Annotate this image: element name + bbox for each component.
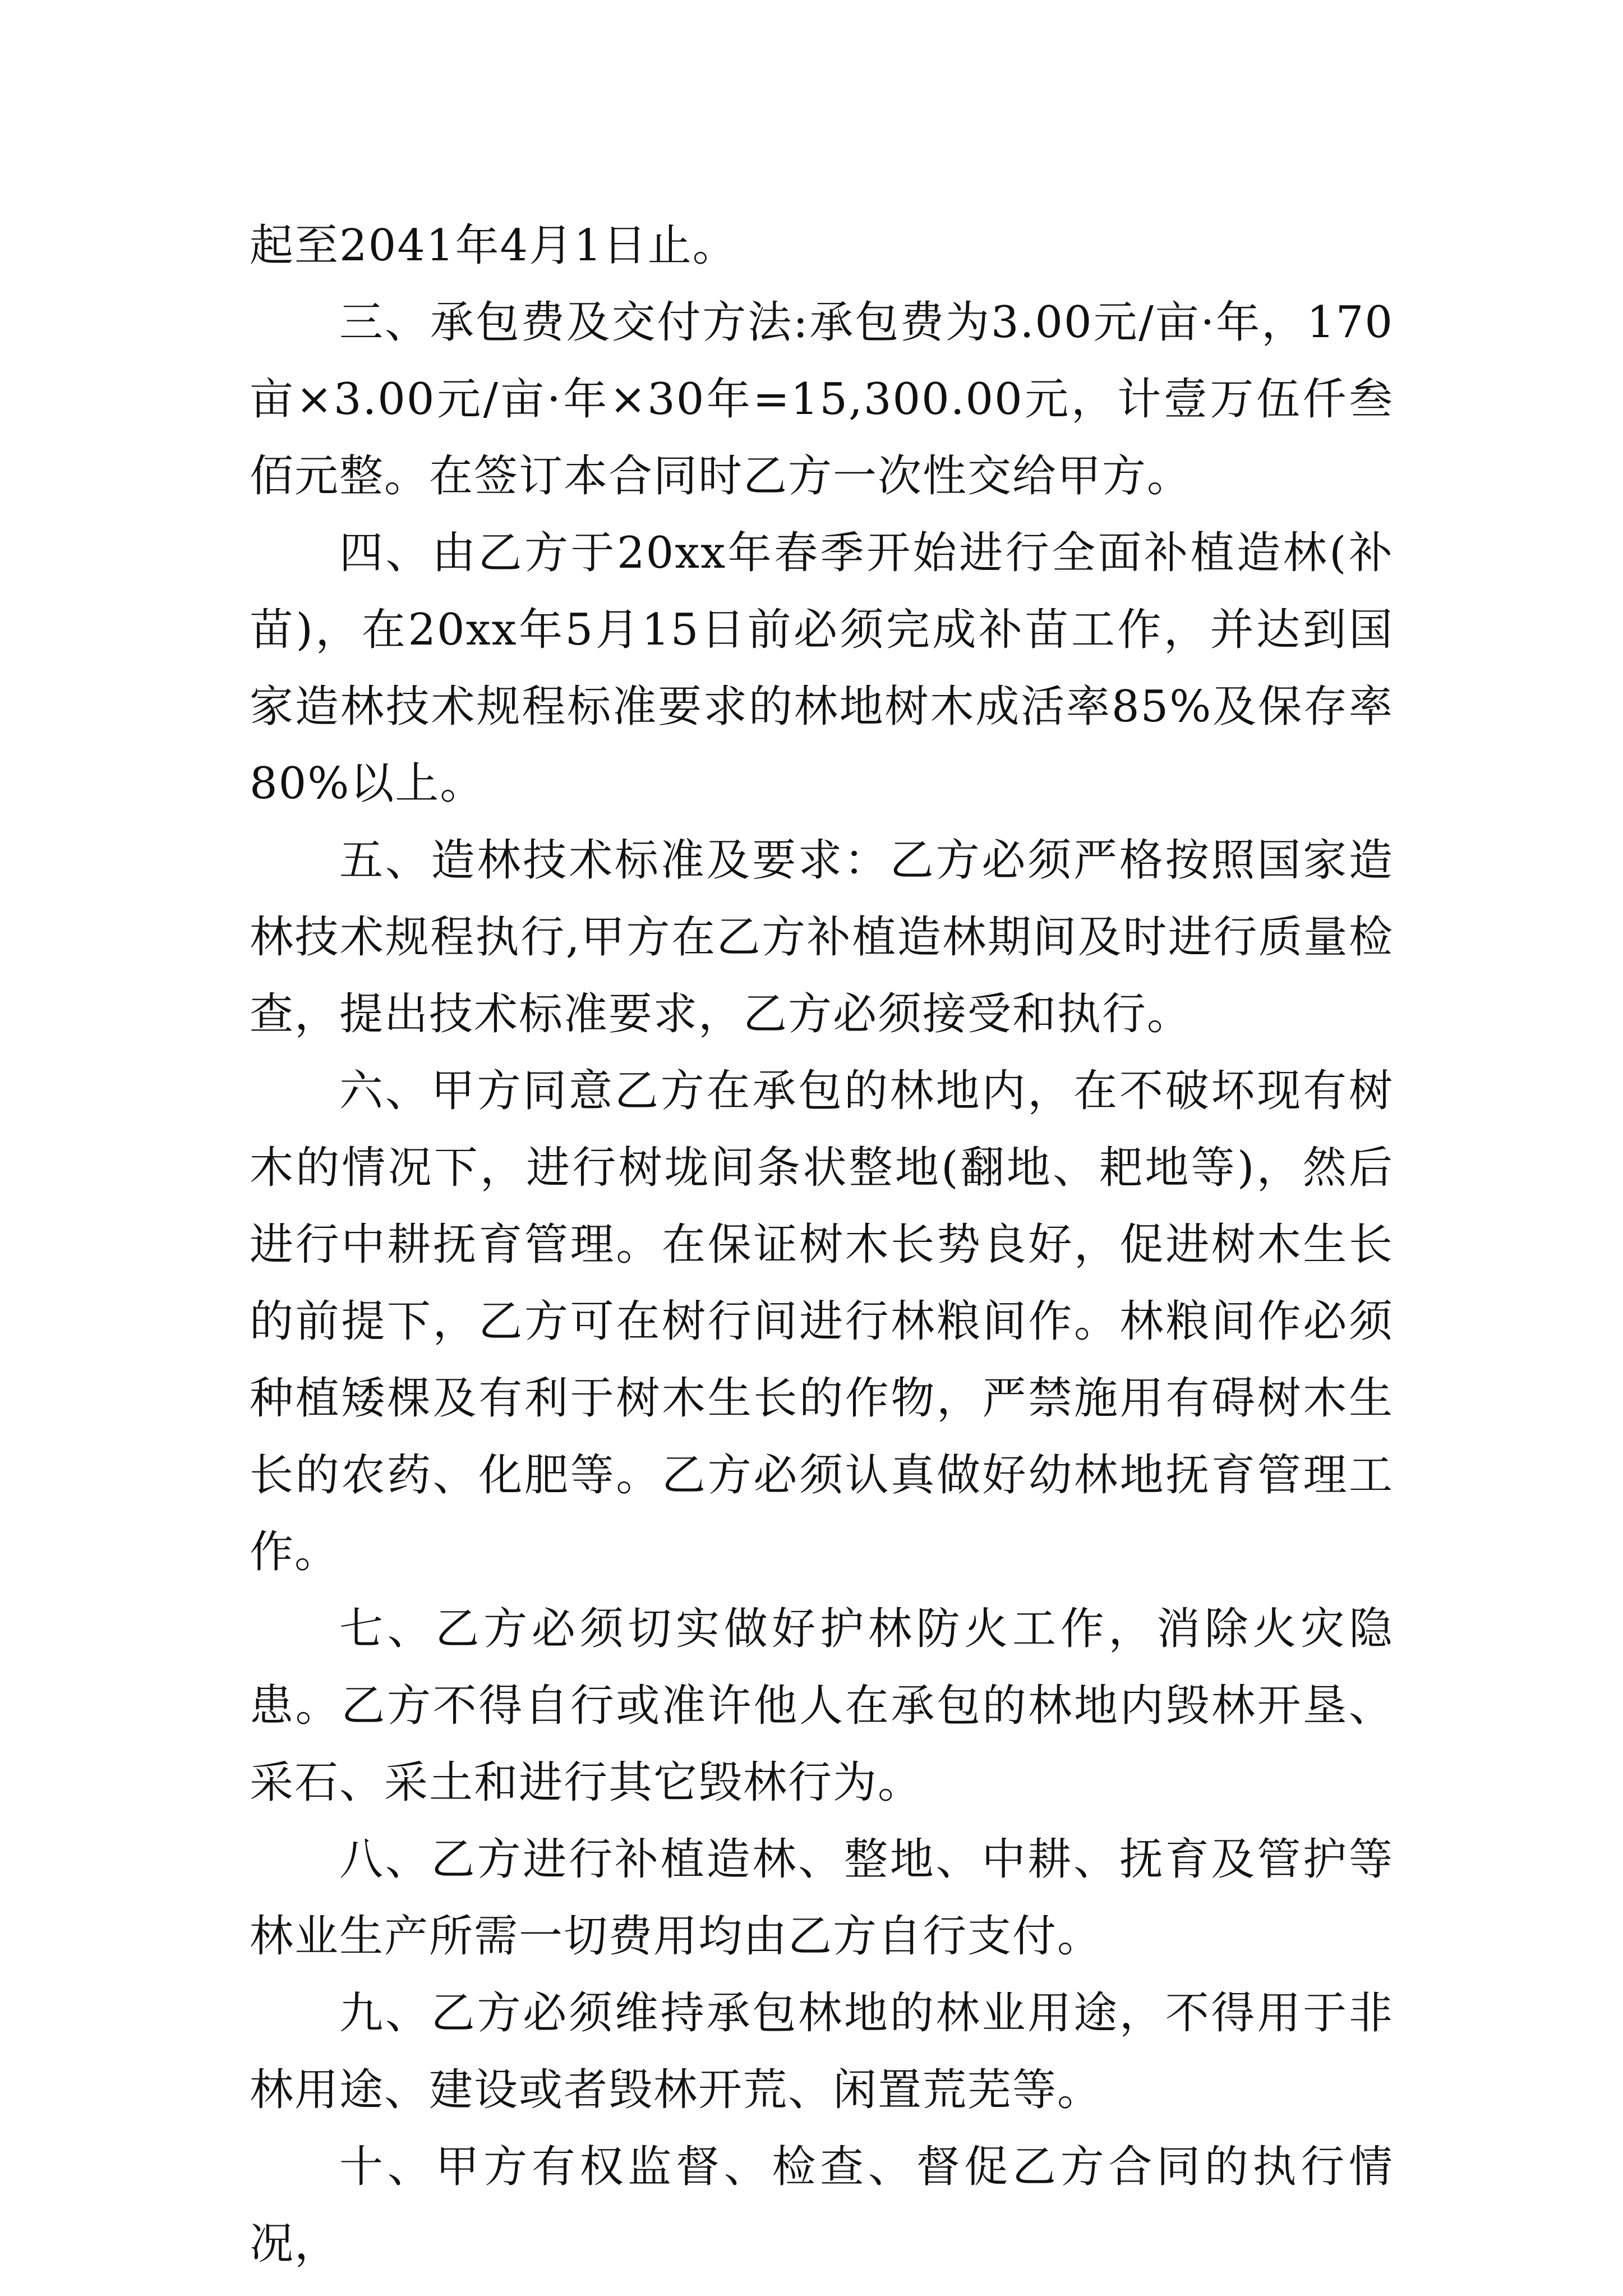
paragraph-clause-3-fee: 三、承包费及交付方法:承包费为3.00元/亩·年，170亩×3.00元/亩·年×30年=15,300.00元，计壹万伍仟叁佰元整。在签订本合同时乙方一次性交给甲方。 [250,297,1394,501]
paragraph-clause-4-replanting: 四、由乙方于20xx年春季开始进行全面补植造林(补苗)，在20xx年5月15日前必须完成补苗工作，并达到国家造林技术规程标准要求的林地树木成活率85%及保存率80%以上。 [250,528,1394,809]
paragraph-clause-8-costs: 八、乙方进行补植造林、整地、中耕、抚育及管护等林业生产所需一切费用均由乙方自行支付。 [250,1834,1394,1962]
paragraph-term-end: 起至2041年4月1日止。 [250,220,737,271]
contract-body [250,208,1394,2283]
paragraph-clause-5-standards: 五、造林技术标准及要求：乙方必须严格按照国家造林技术规程执行,甲方在乙方补植造林期间及时进行质量检查，提出技术标准要求，乙方必须接受和执行。 [250,835,1394,1039]
paragraph-clause-10-supervision: 十、甲方有权监督、检查、督促乙方合同的执行情况， [250,2142,1394,2269]
paragraph-clause-9-land-use: 九、乙方必须维持承包林地的林业用途，不得用于非林用途、建设或者毁林开荒、闲置荒芜等。 [250,1988,1394,2115]
paragraph-clause-7-fire-prevention: 七、乙方必须切实做好护林防火工作，消除火灾隐患。乙方不得自行或准许他人在承包的林地内毁林开垦、采石、采土和进行其它毁林行为。 [250,1604,1394,1808]
paragraph-clause-6-intercropping: 六、甲方同意乙方在承包的林地内，在不破坏现有树木的情况下，进行树垅间条状整地(翻地、耙地等)，然后进行中耕抚育管理。在保证树木长势良好，促进树木生长的前提下，乙方可在树行间进行林粮间作。林粮间作必须种植矮棵及有利于树木生长的作物，严禁施用有碍树木生长的农药、化肥等。乙方必须认真做好幼林地抚育管理工作。 [250,1066,1394,1577]
